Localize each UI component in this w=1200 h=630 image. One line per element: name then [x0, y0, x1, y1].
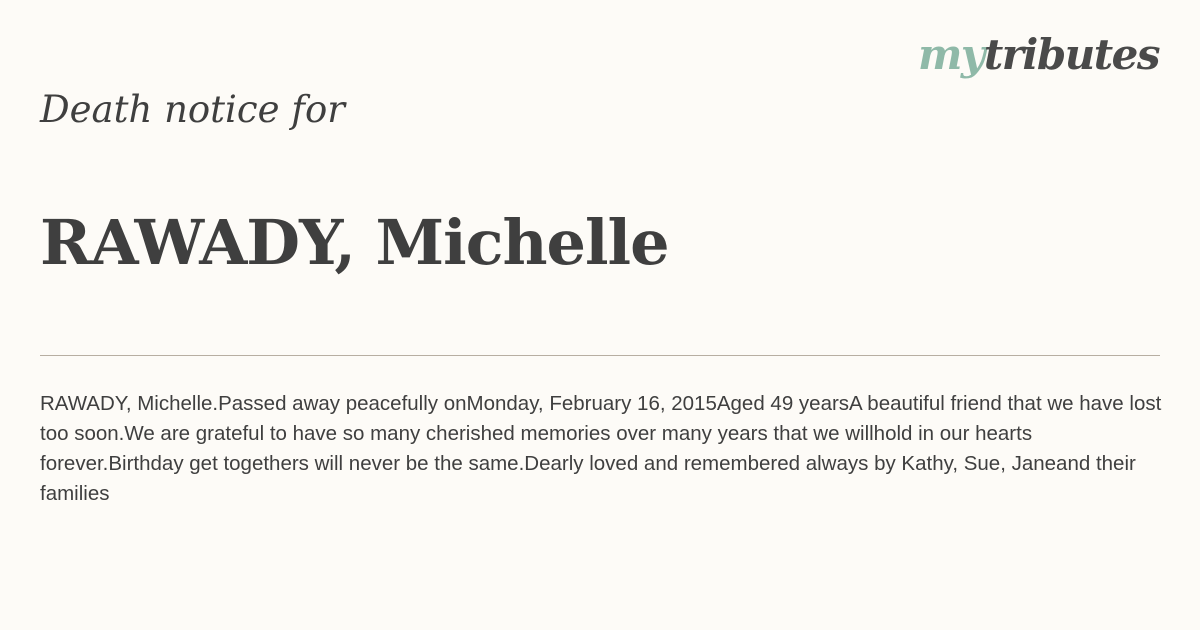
logo-part-my: my — [917, 30, 984, 79]
notice-body-text: RAWADY, Michelle.Passed away peacefully onMonday, February 16, 2015Aged 49 yearsA beautiful friend that we have lost too soon.We are grateful to have so many cherished memories over many years that we willhold in our hearts forever.Birthday get togethers will never be the same.Dearly loved and remembered always by Kathy, Sue, Janeand their families — [40, 392, 1162, 505]
section-divider — [40, 355, 1160, 356]
death-notice-label: Death notice for — [40, 88, 345, 131]
logo-part-tributes: tributes — [983, 30, 1159, 79]
deceased-name: RAWADY, Michelle — [40, 206, 669, 279]
mytributes-logo[interactable] — [917, 30, 1159, 79]
